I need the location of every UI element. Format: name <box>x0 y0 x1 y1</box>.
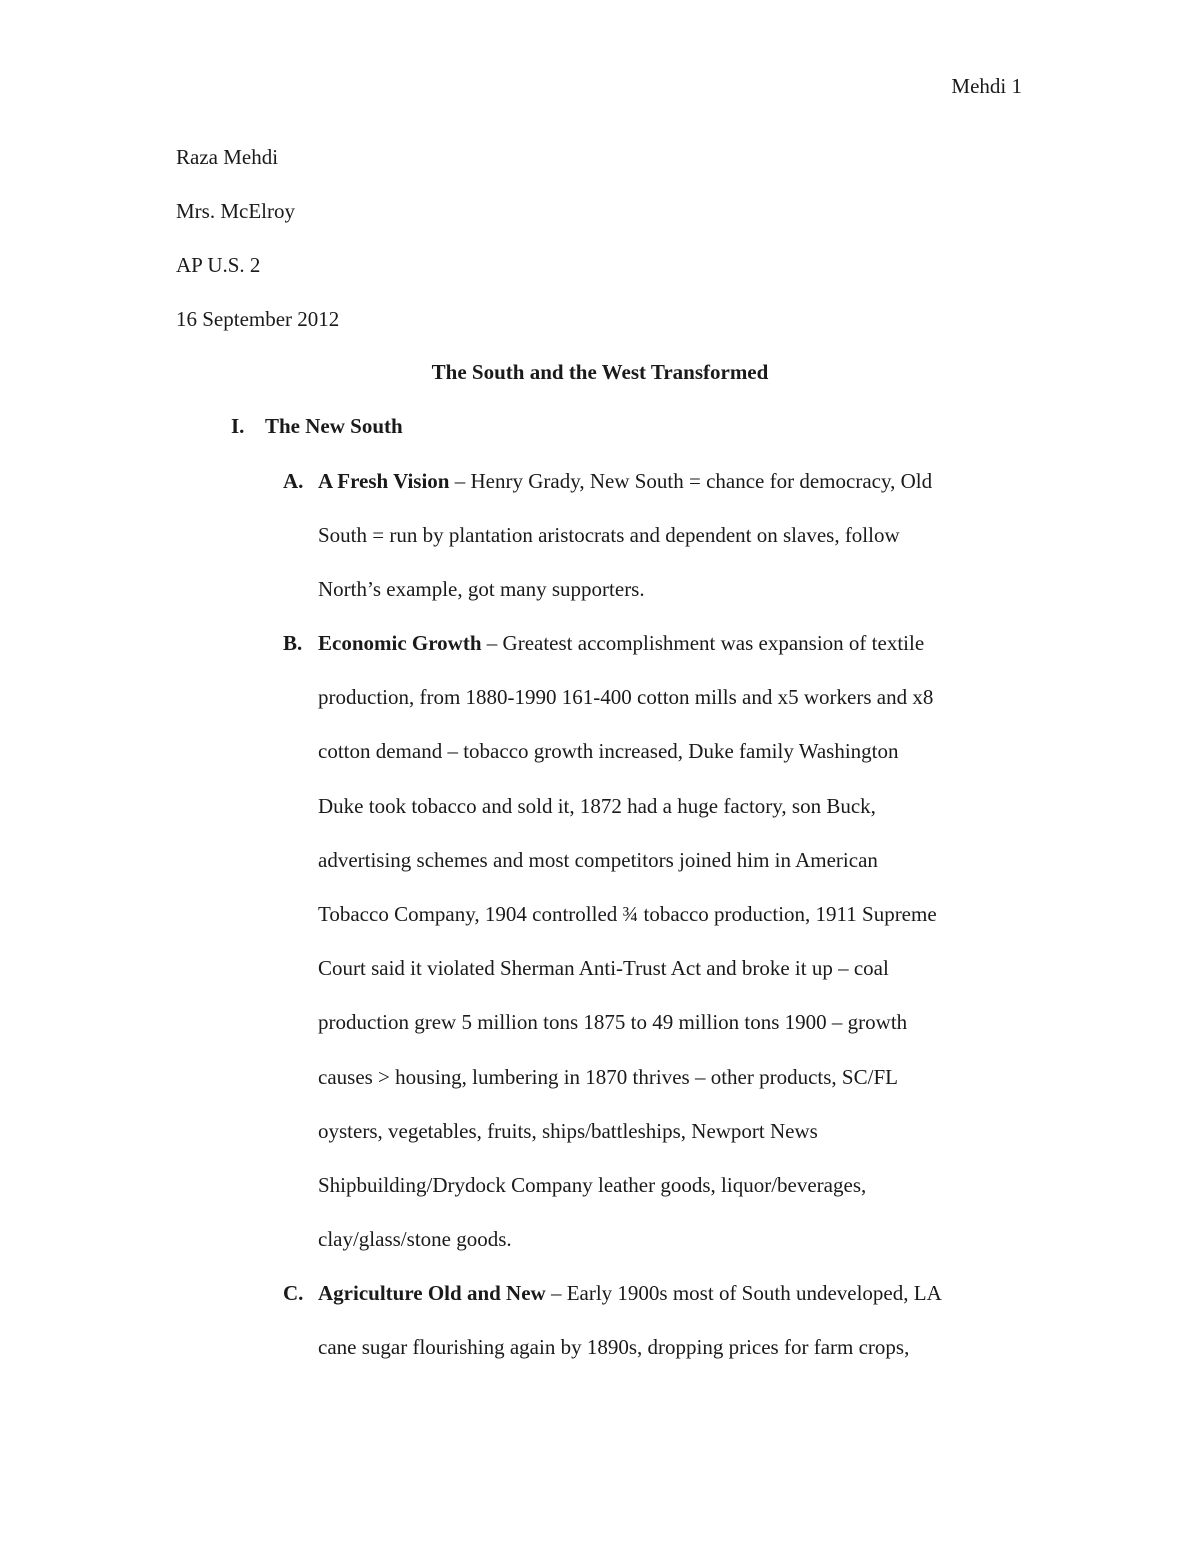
item-line: Court said it violated Sherman Anti-Trust Act and broke it up – coal <box>318 956 889 981</box>
item-line: North’s example, got many supporters. <box>318 577 645 602</box>
document-title: The South and the West Transformed <box>431 360 769 384</box>
item-line <box>318 616 1038 670</box>
item-line <box>318 1266 1038 1320</box>
list-item <box>318 616 1038 1266</box>
item-label: A. <box>283 469 304 493</box>
item-text: – Henry Grady, New South = chance for democracy, Old <box>449 469 933 493</box>
item-line <box>318 454 1038 508</box>
item-line: production, from 1880-1990 161-400 cotton mills and x5 workers and x8 <box>318 685 934 710</box>
item-line: oysters, vegetables, fruits, ships/battleships, Newport News <box>318 1118 818 1143</box>
item-line: cane sugar flourishing again by 1890s, dropping prices for farm crops, <box>318 1335 910 1360</box>
item-line: Duke took tobacco and sold it, 1872 had a huge factory, son Buck, <box>318 793 876 818</box>
item-lead: A Fresh Vision <box>318 469 450 493</box>
item-line: cotton demand – tobacco growth increased, Duke family Washington <box>318 739 899 764</box>
item-lead: Economic Growth <box>318 631 482 655</box>
item-line: South = run by plantation aristocrats and dependent on slaves, follow <box>318 523 900 548</box>
section-title: The New South <box>265 414 403 438</box>
list-item <box>318 1266 1038 1374</box>
list-item <box>318 454 1038 617</box>
course-name: AP U.S. 2 <box>176 253 261 277</box>
item-line: clay/glass/stone goods. <box>318 1227 512 1252</box>
page-header: Mehdi 1 <box>951 74 1022 98</box>
date: 16 September 2012 <box>176 307 340 331</box>
item-line: Shipbuilding/Drydock Company leather goods, liquor/beverages, <box>318 1173 867 1198</box>
item-lead: Agriculture Old and New <box>318 1281 546 1305</box>
item-text: – Greatest accomplishment was expansion of textile <box>481 631 925 655</box>
item-line: causes > housing, lumbering in 1870 thrives – other products, SC/FL <box>318 1064 898 1089</box>
item-label: C. <box>283 1281 304 1305</box>
item-label: B. <box>283 631 303 655</box>
item-line: Tobacco Company, 1904 controlled ¾ tobacco production, 1911 Supreme <box>318 902 937 927</box>
section-label: I. <box>231 414 245 438</box>
item-text: – Early 1900s most of South undeveloped, LA <box>545 1281 942 1305</box>
item-line: production grew 5 million tons 1875 to 49 million tons 1900 – growth <box>318 1010 908 1035</box>
student-name: Raza Mehdi <box>176 145 279 169</box>
item-line: advertising schemes and most competitors joined him in American <box>318 847 878 872</box>
teacher-name: Mrs. McElroy <box>176 199 295 223</box>
